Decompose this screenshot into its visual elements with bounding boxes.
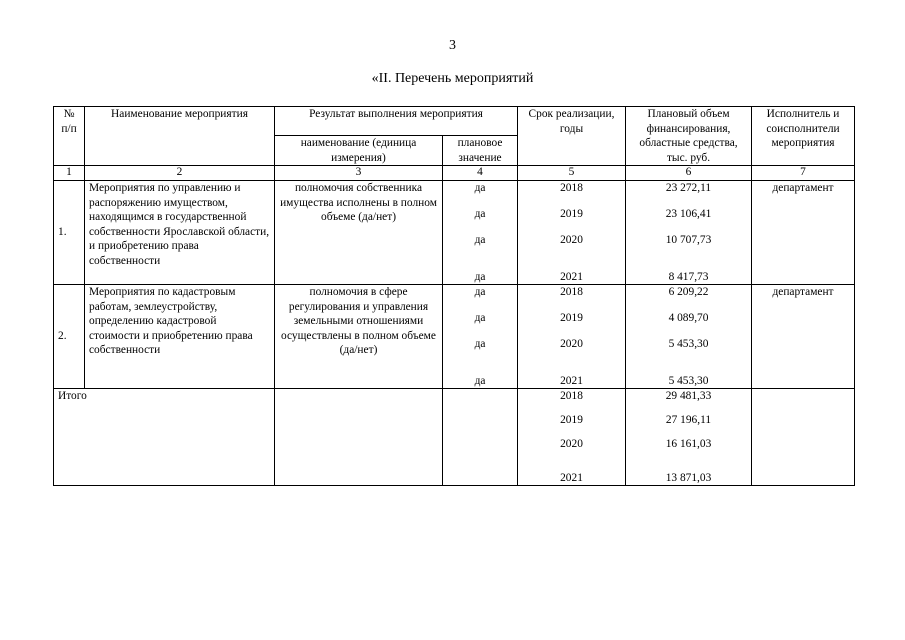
column-number: 7 (752, 166, 855, 181)
row-name: Мероприятия по управлению и распоряжению имуществом, находящимся в государственной собственности Ярославской области, и приобретению права собственности (85, 181, 275, 285)
column-number: 5 (518, 166, 626, 181)
plan-value: да (474, 182, 486, 194)
header-name: Наименование мероприятия (85, 107, 275, 166)
row-years (518, 181, 626, 285)
year-value: 2020 (560, 337, 583, 350)
row-number: 1. (54, 181, 85, 285)
column-number: 1 (54, 166, 85, 181)
header-funding: Плановый объем финансирования, областные средства, тыс. руб. (626, 107, 752, 166)
plan-value: да (474, 286, 486, 298)
header-result-name: наименование (единица измерения) (275, 136, 443, 166)
header-result-group: Результат выполнения мероприятия (275, 107, 518, 136)
header-num: № п/п (54, 107, 85, 166)
total-sums (626, 389, 752, 486)
plan-value: да (474, 233, 486, 246)
plan-value: да (474, 311, 486, 324)
year-value: 2018 (560, 286, 583, 298)
sum-value: 13 871,03 (665, 471, 712, 484)
sum-value: 16 161,03 (665, 438, 712, 450)
sum-value: 10 707,73 (665, 233, 712, 246)
column-number: 4 (443, 166, 518, 181)
sum-value: 4 089,70 (668, 311, 709, 324)
page-number: 3 (449, 38, 456, 53)
sum-value: 23 272,11 (665, 182, 712, 194)
total-row (54, 389, 855, 486)
year-value: 2018 (560, 182, 583, 194)
header-executor: Исполнитель и соисполнители мероприятия (752, 107, 855, 166)
table-row (54, 285, 855, 389)
year-value: 2020 (560, 233, 583, 246)
row-sums (626, 181, 752, 285)
plan-value: да (474, 270, 486, 283)
sum-value: 5 453,30 (668, 337, 709, 350)
row-executor: департамент (752, 181, 855, 285)
year-value: 2021 (560, 471, 583, 484)
year-value: 2021 (560, 270, 583, 283)
sum-value: 8 417,73 (668, 270, 709, 283)
year-value: 2019 (560, 311, 583, 324)
total-empty-result (275, 389, 443, 486)
sum-value: 6 209,22 (668, 286, 709, 298)
row-result: полномочия в сфере регулирования и управления земельными отношениями осуществлены в полном объеме (да/нет) (275, 285, 443, 389)
row-plan (443, 285, 518, 389)
sum-value: 27 196,11 (665, 414, 712, 426)
column-number: 3 (275, 166, 443, 181)
row-sums (626, 285, 752, 389)
row-result: полномочия собственника имущества исполнены в полном объеме (да/нет) (275, 181, 443, 285)
header-result-plan: плановое значение (443, 136, 518, 166)
sum-value: 29 481,33 (665, 390, 712, 402)
total-empty-executor (752, 389, 855, 486)
table-row (54, 181, 855, 285)
total-years (518, 389, 626, 486)
year-value: 2018 (560, 390, 583, 402)
sum-value: 5 453,30 (668, 374, 709, 387)
page-title: «II. Перечень мероприятий (371, 71, 534, 86)
events-table (53, 106, 855, 486)
row-plan (443, 181, 518, 285)
column-number: 6 (626, 166, 752, 181)
row-executor: департамент (752, 285, 855, 389)
year-value: 2019 (560, 207, 583, 220)
row-years (518, 285, 626, 389)
plan-value: да (474, 207, 486, 220)
row-number: 2. (54, 285, 85, 389)
total-label: Итого (54, 389, 275, 486)
header-term: Срок реализации, годы (518, 107, 626, 166)
total-empty-plan (443, 389, 518, 486)
header-row (54, 107, 855, 136)
column-number: 2 (85, 166, 275, 181)
year-value: 2019 (560, 414, 583, 426)
year-value: 2021 (560, 374, 583, 387)
sum-value: 23 106,41 (665, 207, 712, 220)
year-value: 2020 (560, 438, 583, 450)
column-numbers-row (54, 166, 855, 181)
plan-value: да (474, 337, 486, 350)
row-name: Мероприятия по кадастровым работам, землеустройству, определению кадастровой стоимости и приобретению права собственности (85, 285, 275, 389)
plan-value: да (474, 374, 486, 387)
